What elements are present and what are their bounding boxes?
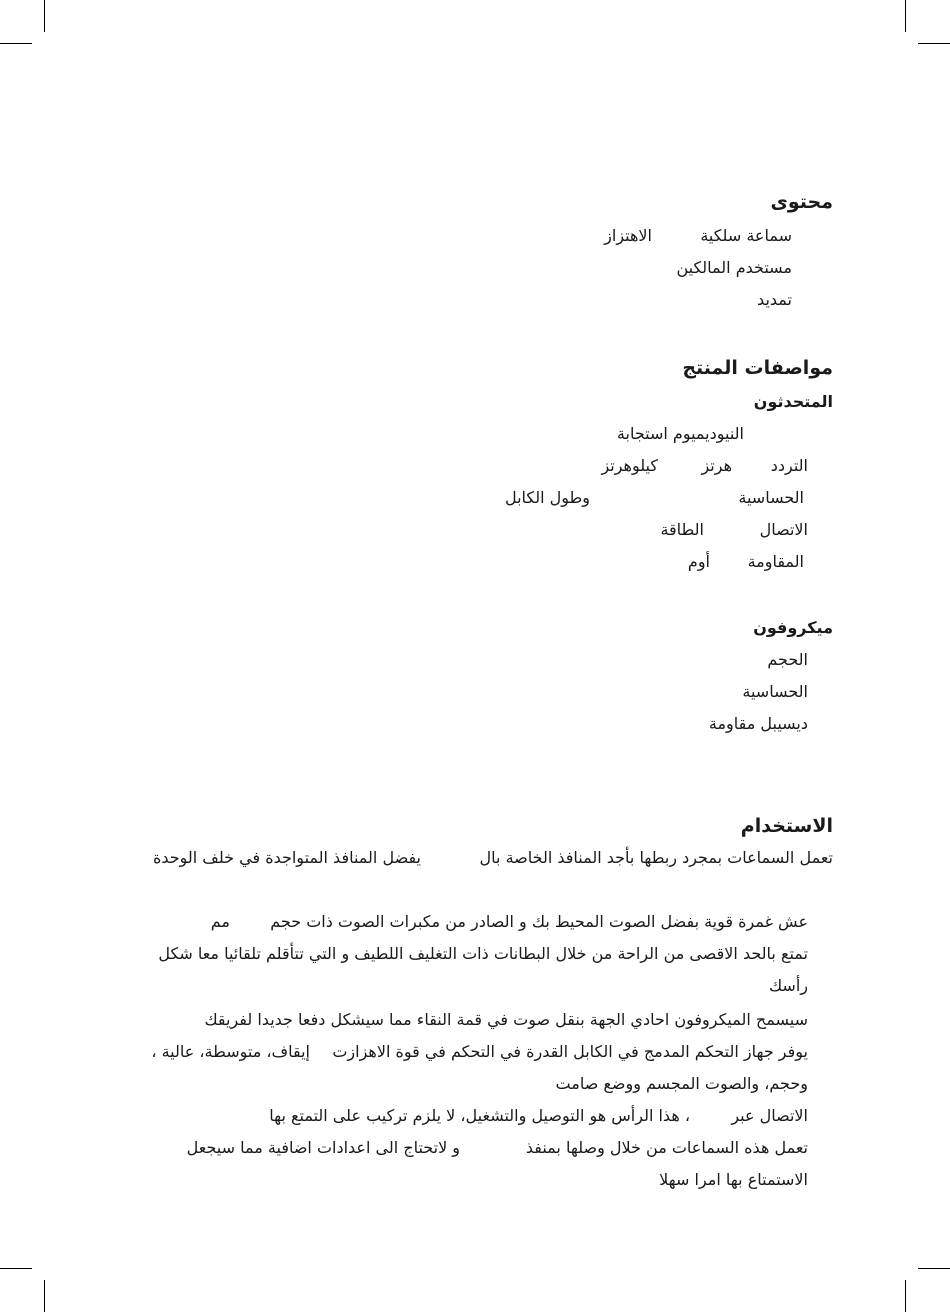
usage-line: تمتع بالحد الاقصى من الراحة من خلال البطانات ذات التغليف اللطيف و التي تتأقلم تلقائيا معا شكل xyxy=(158,944,808,963)
crop-mark xyxy=(0,1268,32,1269)
crop-mark xyxy=(905,0,906,32)
usage-line: عش غمرة قوية بفضل الصوت المحيط بك و الصادر من مكبرات الصوت ذات حجم xyxy=(270,912,808,931)
microphone-spec-item: ديسيبل مقاومة xyxy=(708,714,808,733)
crop-mark xyxy=(905,1280,906,1312)
contents-item: تمديد xyxy=(757,290,792,309)
usage-line: يوفر جهاز التحكم المدمج في الكابل القدرة في التحكم في قوة الاهزازت xyxy=(332,1042,808,1061)
usage-line: تعمل هذه السماعات من خلال وصلها بمنفذ xyxy=(525,1138,808,1157)
usage-line: رأسك xyxy=(768,976,808,995)
microphone-subheading: ميكروفون xyxy=(753,618,833,637)
speaker-spec-item: أوم xyxy=(687,552,710,571)
microphone-spec-item: الحجم xyxy=(767,650,808,669)
speakers-subheading: المتحدثون xyxy=(753,392,833,411)
speaker-spec-item: الطاقة xyxy=(660,520,704,539)
crop-mark xyxy=(44,0,45,32)
crop-mark xyxy=(44,1280,45,1312)
usage-line: مم xyxy=(210,912,230,931)
usage-line: الاستمتاع بها امرا سهلا xyxy=(659,1170,808,1189)
speaker-spec-item: الحساسية xyxy=(738,488,804,507)
usage-intro: تعمل السماعات بمجرد ربطها بأجد المنافذ الخاصة بال xyxy=(479,848,833,867)
usage-line: سيسمح الميكروفون احادي الجهة بنقل صوت في قمة النقاء مما سيشكل دفعا جديدا لفريقك xyxy=(204,1010,808,1029)
crop-mark xyxy=(918,1268,950,1269)
usage-intro: يفضل المنافذ المتواجدة في خلف الوحدة xyxy=(152,848,421,867)
contents-item: سماعة سلكية xyxy=(700,226,792,245)
speaker-spec-item: هرتز xyxy=(701,456,732,475)
crop-mark xyxy=(918,43,950,44)
speaker-spec-item: الاتصال xyxy=(759,520,808,539)
microphone-spec-item: الحساسية xyxy=(742,682,808,701)
usage-line: الاتصال عبر xyxy=(731,1106,808,1125)
contents-item: مستخدم المالكين xyxy=(676,258,792,277)
usage-line: و لاتحتاج الى اعدادات اضافية مما سيجعل xyxy=(186,1138,460,1157)
usage-line: وحجم، والصوت المجسم ووضع صامت xyxy=(555,1074,808,1093)
contents-item: الاهتزاز xyxy=(604,226,652,245)
specs-heading: مواصفات المنتج xyxy=(682,357,833,379)
usage-line: ، هذا الرأس هو التوصيل والتشغيل، لا يلزم تركيب على التمتع بها xyxy=(269,1106,690,1125)
crop-mark xyxy=(0,43,32,44)
speaker-spec-item: المقاومة xyxy=(747,552,804,571)
speaker-spec-item: كيلوهرتز xyxy=(601,456,658,475)
usage-heading: الاستخدام xyxy=(740,815,833,837)
speaker-spec-item: وطول الكابل xyxy=(504,488,590,507)
usage-line: إيقاف، متوسطة، عالية ، xyxy=(151,1042,310,1061)
speaker-spec-item: النيوديميوم استجابة xyxy=(616,424,744,443)
speaker-spec-item: التردد xyxy=(770,456,808,475)
contents-heading: محتوى xyxy=(770,191,833,213)
